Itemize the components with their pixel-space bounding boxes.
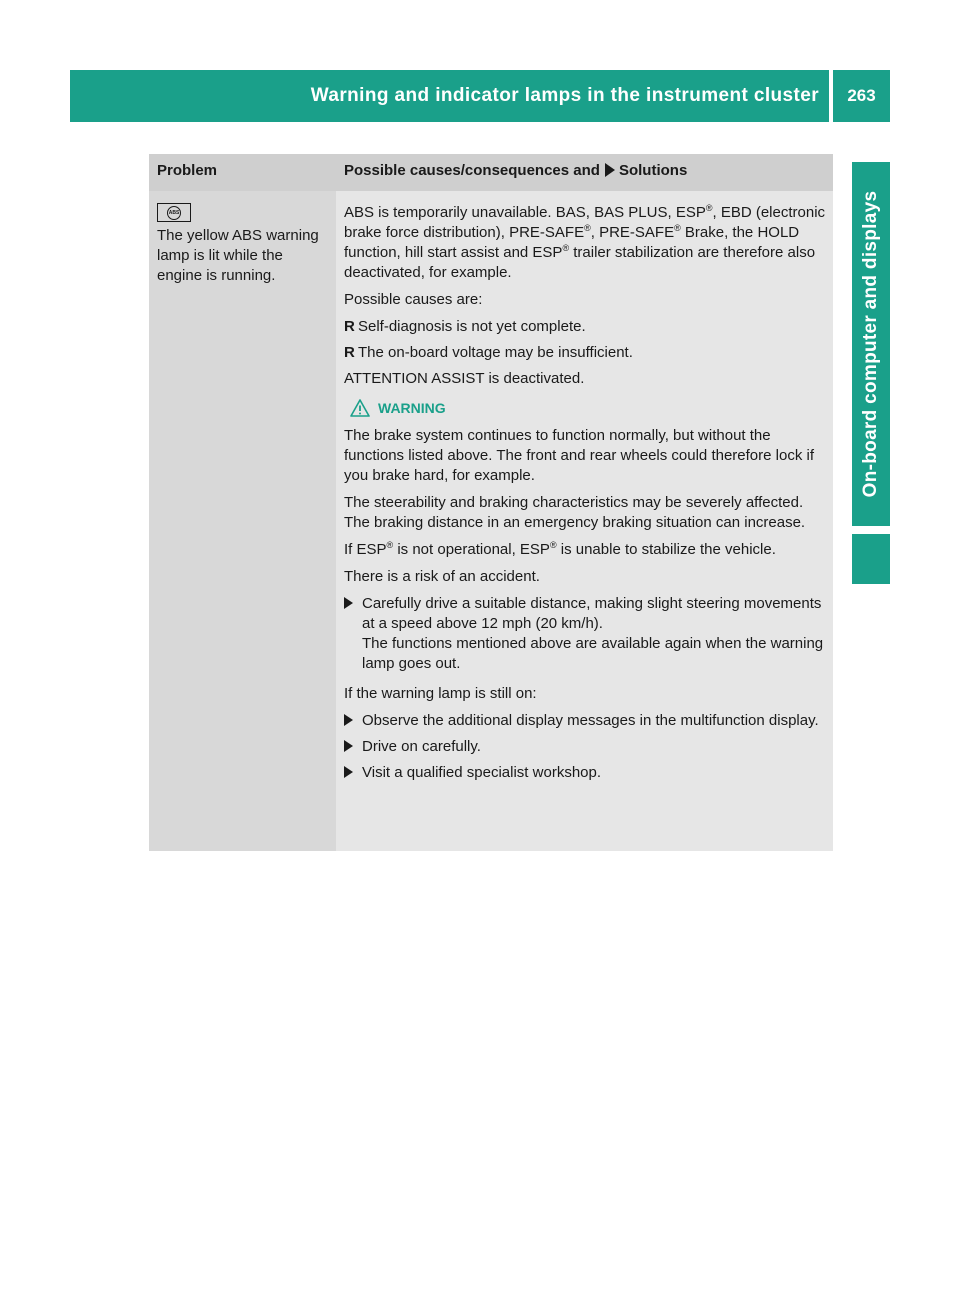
column-header-solutions	[336, 154, 833, 191]
warning-paragraph	[344, 540, 827, 560]
list-item	[344, 343, 827, 363]
list-item	[344, 711, 827, 731]
intro-text-d: Brake, the HOLD function, hill start assist and ESP	[344, 224, 800, 261]
registered-mark: ®	[705, 203, 713, 213]
step-arrow-icon	[344, 594, 362, 674]
attention-assist-text: ATTENTION ASSIST is deactivated.	[344, 370, 585, 387]
intro-text-b: , EBD (electronic brake force distribution), PRE-SAFE	[344, 204, 826, 241]
list-item	[344, 594, 827, 674]
intro-text-c: , PRE-SAFE	[590, 224, 675, 241]
step-arrow-icon	[605, 163, 615, 177]
problem-text: The yellow ABS warning lamp is lit while the engine is running.	[157, 227, 319, 284]
warning-paragraph: The brake system continues to function normally, but without the functions listed above. The front and rear wheels could therefore lock if you brake hard, for example.	[344, 427, 814, 484]
step-text: Observe the additional display messages in the multifunction display.	[362, 712, 819, 729]
column-header-solutions-suffix: Solutions	[618, 162, 688, 179]
registered-mark: ®	[549, 540, 557, 550]
chapter-tab-marker	[852, 534, 890, 584]
page-header	[70, 70, 829, 122]
esp-text-b: is not operational, ESP	[393, 541, 550, 558]
step-arrow-icon	[344, 763, 362, 783]
warning-paragraph: The steerability and braking characteristics may be severely affected. The braking distance in an emergency braking situation can increase.	[344, 494, 806, 531]
esp-text-c: is unable to stabilize the vehicle.	[556, 541, 776, 558]
list-item	[344, 317, 827, 337]
warning-label: WARNING	[378, 400, 446, 416]
page-number: 263	[833, 70, 890, 122]
table-row	[149, 191, 833, 851]
registered-mark: ®	[562, 243, 570, 253]
warning-triangle-icon	[350, 399, 370, 417]
list-item	[344, 737, 827, 757]
page-title: Warning and indicator lamps in the instrument cluster	[310, 85, 819, 106]
accident-risk-text: There is a risk of an accident.	[344, 568, 540, 585]
abs-ring-icon: ABS	[167, 206, 181, 220]
problem-cell	[149, 191, 336, 851]
step-text-line: Carefully drive a suitable distance, making slight steering movements at a speed above 12 mph (20 km/h).	[362, 595, 822, 632]
table-header-row	[149, 154, 833, 191]
intro-text-e: trailer stabilization are therefore also deactivated, for example.	[344, 244, 816, 281]
warning-heading	[350, 398, 827, 418]
registered-mark: ®	[584, 223, 591, 233]
column-header-solutions-prefix: Possible causes/consequences and	[344, 162, 600, 179]
bullet-mark: R	[344, 318, 355, 335]
abs-warning-lamp-icon	[157, 203, 191, 222]
column-header-problem: Problem	[157, 162, 218, 179]
cause-text: The on-board voltage may be insufficient.	[358, 344, 633, 361]
chapter-tab-label: On-board computer and displays	[860, 190, 881, 498]
solutions-cell	[336, 191, 833, 851]
step-text: Drive on carefully.	[362, 738, 481, 755]
esp-text-a: If ESP	[344, 541, 387, 558]
step-text-line: The functions mentioned above are available again when the warning lamp goes out.	[362, 635, 824, 672]
intro-text-a: ABS is temporarily unavailable. BAS, BAS PLUS, ESP	[344, 204, 706, 221]
intro-paragraph	[344, 203, 827, 283]
still-on-text: If the warning lamp is still on:	[344, 685, 537, 702]
bullet-mark: R	[344, 344, 355, 361]
problem-solution-table	[149, 154, 833, 851]
registered-mark: ®	[386, 540, 394, 550]
cause-text: Self-diagnosis is not yet complete.	[358, 318, 586, 335]
step-arrow-icon	[344, 737, 362, 757]
list-item	[344, 763, 827, 783]
possible-causes-label: Possible causes are:	[344, 291, 483, 308]
registered-mark: ®	[674, 223, 681, 233]
step-text	[362, 594, 827, 674]
step-arrow-icon	[344, 711, 362, 731]
step-text: Visit a qualified specialist workshop.	[362, 764, 602, 781]
